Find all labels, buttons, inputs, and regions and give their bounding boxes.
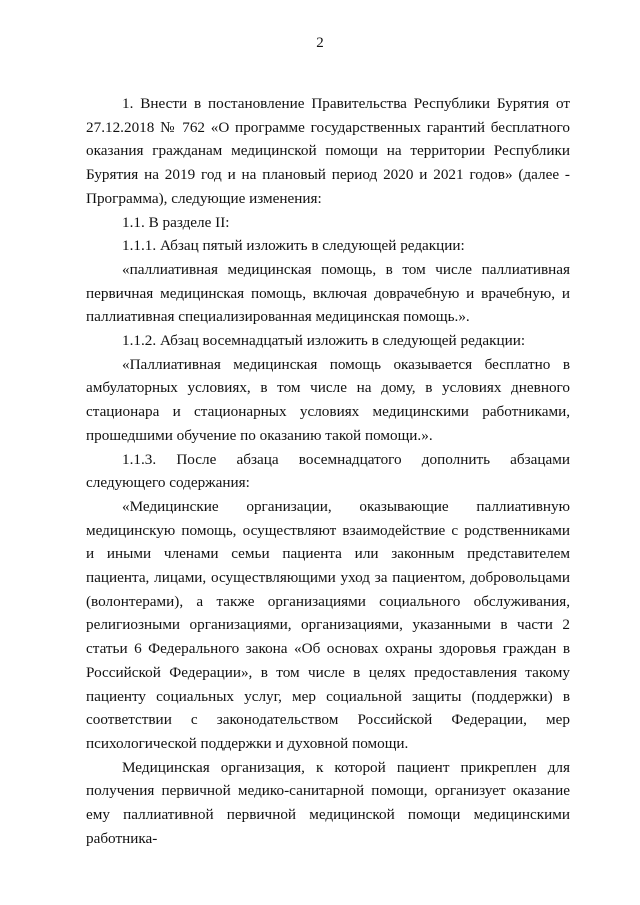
- page-number: 2: [316, 35, 324, 51]
- paragraph-section-ii: 1.1. В разделе II:: [122, 213, 230, 231]
- paragraph-amendment-intro: 1. Внести в постановление Правительства Республики Бурятия от 27.12.2018 № 762 «О программе государственных гарантий бесплатного оказания гражданам медицинской помощи на территории Республики Бурятия на 2019 год и на плановый период 2020 и 2021 годов» (далее - Программа), следующие изменения:: [86, 95, 570, 207]
- paragraph-quote-palliative-definition: «паллиативная медицинская помощь, в том числе паллиативная первичная медицинская помощь, включая доврачебную и врачебную, и паллиативная специализированная медицинская помощь.».: [86, 260, 570, 326]
- paragraph-quote-palliative-free: «Паллиативная медицинская помощь оказывается бесплатно в амбулаторных условиях, в том числе на дому, в условиях дневного стационара и стационарных условиях медицинскими работниками, прошедшими обучение по оказанию такой помощи.».: [86, 355, 570, 444]
- paragraph-1-1-2: 1.1.2. Абзац восемнадцатый изложить в следующей редакции:: [122, 332, 526, 350]
- paragraph-1-1-3: 1.1.3. После абзаца восемнадцатого дополнить абзацами следующего содержания:: [86, 450, 570, 492]
- paragraph-medical-organization-attached: Медицинская организация, к которой пациент прикреплен для получения первичной медико-санитарной помощи, организует оказание ему паллиативной первичной медицинской помощи медицинскими работника-: [86, 758, 570, 847]
- paragraph-quote-medical-organizations: «Медицинские организации, оказывающие паллиативную медицинскую помощь, осуществляют взаимодействие с родственниками и иными членами семьи пациента или законным представителем пациента, лицами, осуществляющими уход за пациентом, добровольцами (волонтерами), а также организациями социального обслуживания, религиозными организациями, организациями, указанными в части 2 статьи 6 Федерального закона «Об основах охраны здоровья граждан в Российской Федерации», в том числе в целях предоставления такому пациенту социальных услуг, мер социальной защиты (поддержки) в соответствии с законодательством Российской Федерации, мер психологической поддержки и духовной помощи.: [86, 497, 570, 752]
- paragraph-1-1-1: 1.1.1. Абзац пятый изложить в следующей редакции:: [122, 237, 465, 255]
- document-body: [86, 92, 570, 851]
